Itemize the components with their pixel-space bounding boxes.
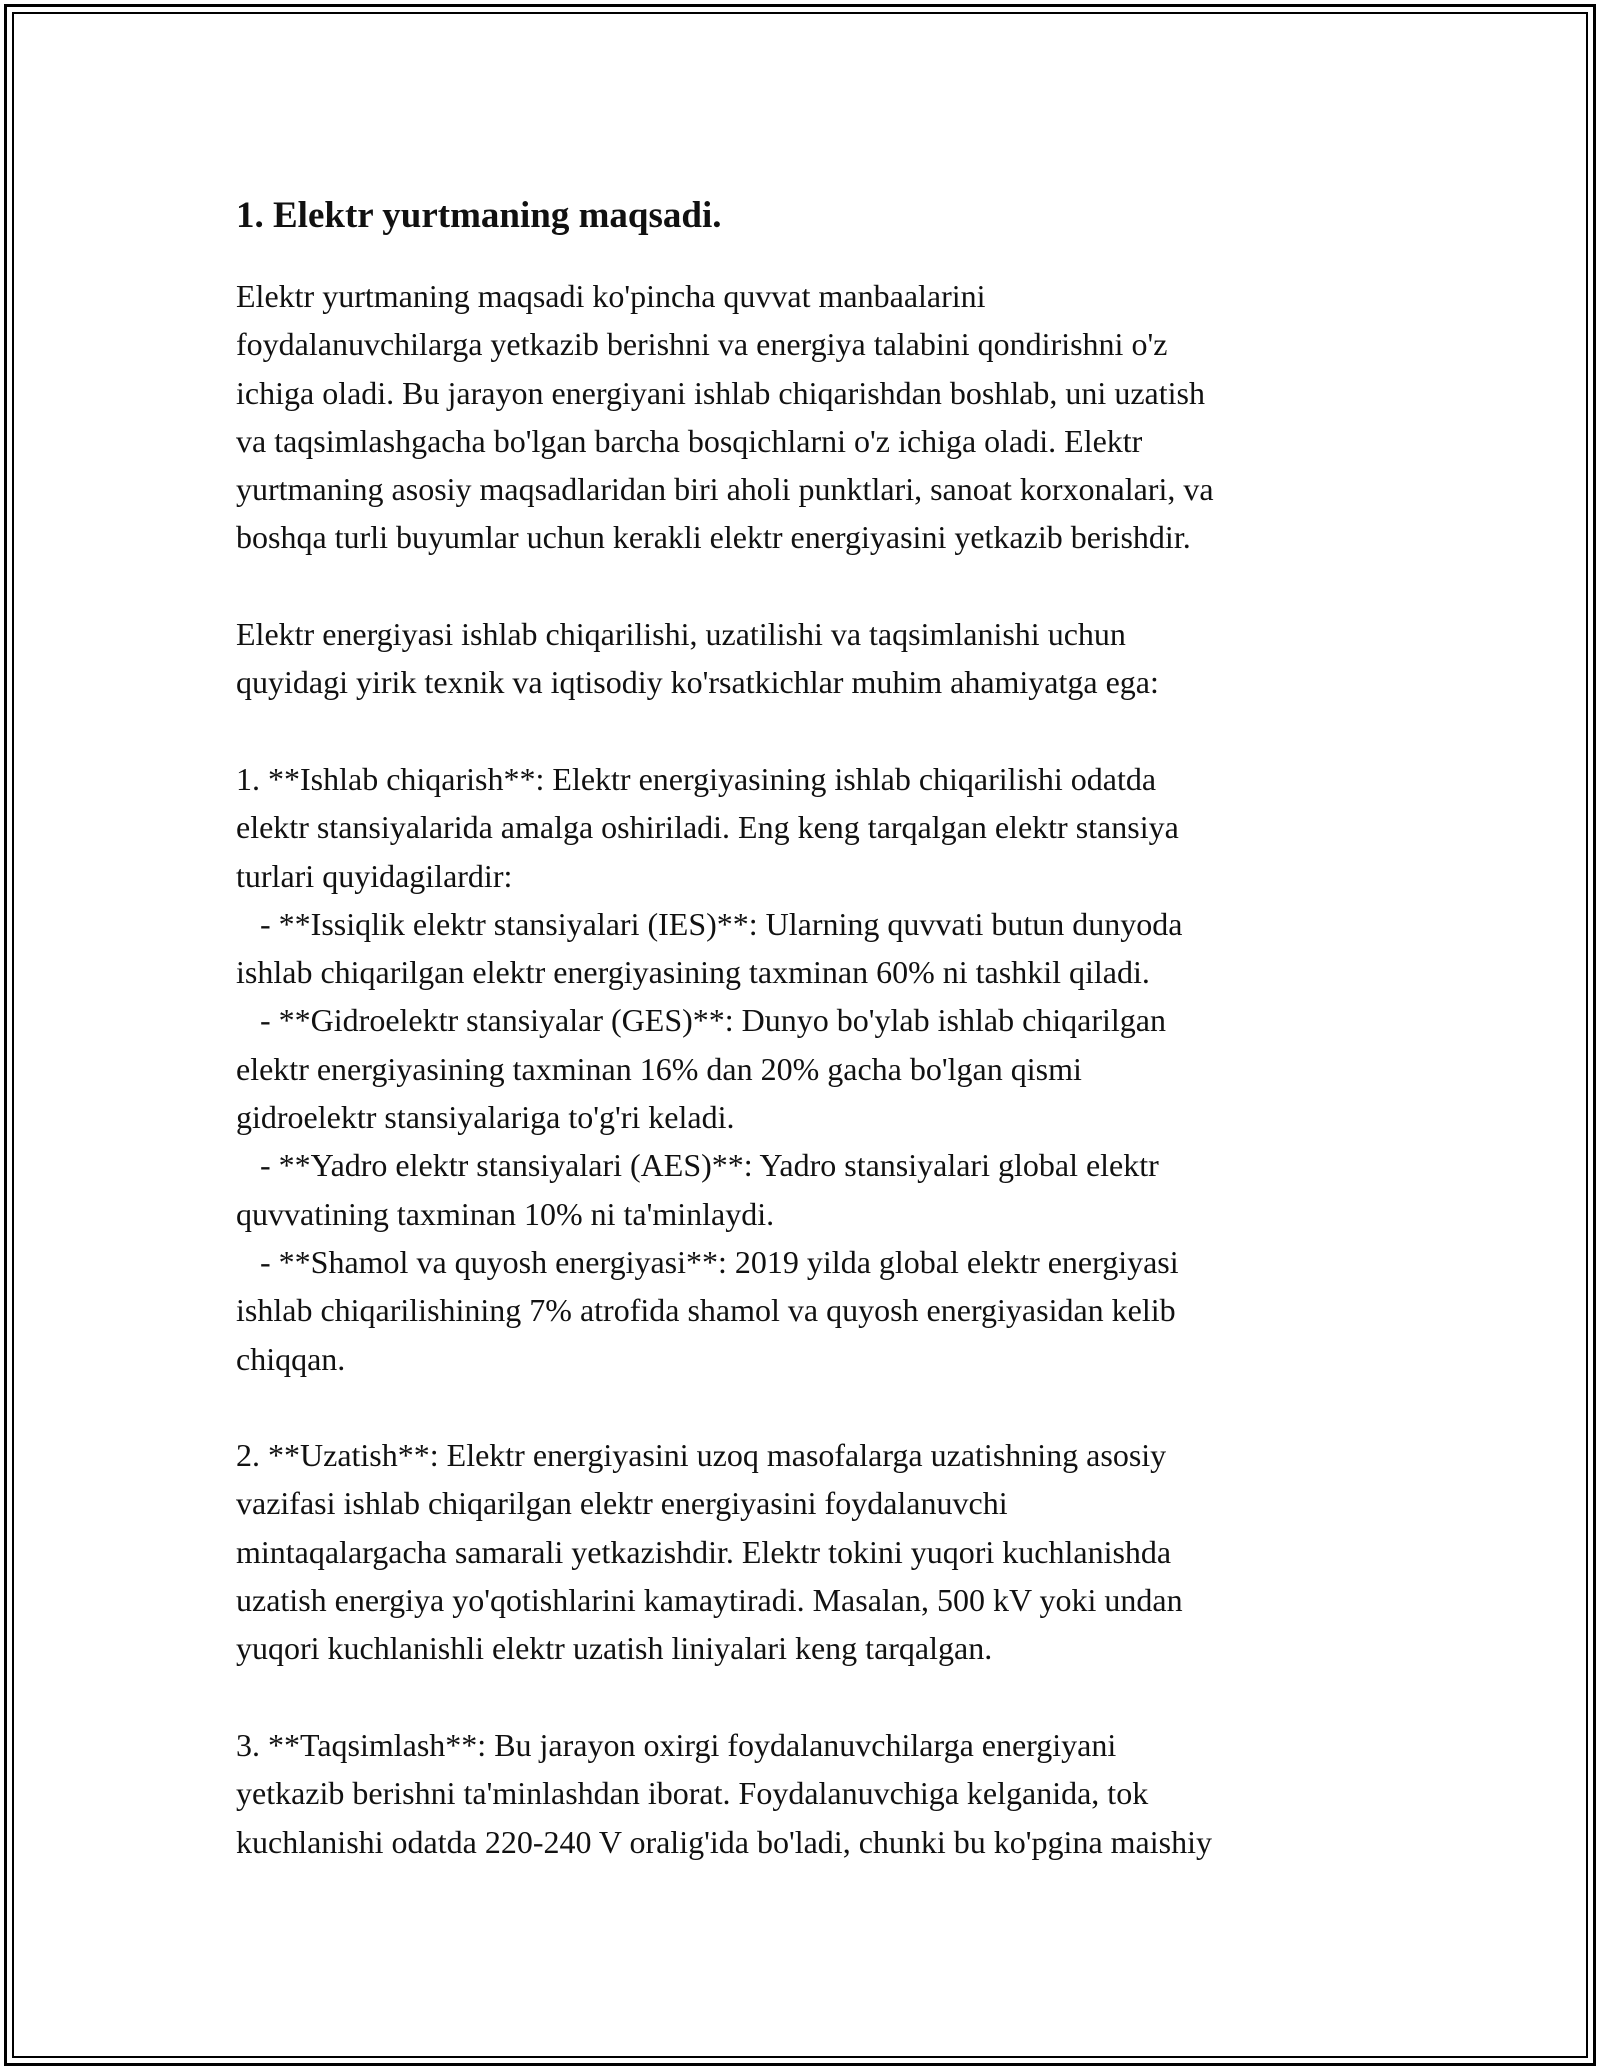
document-body: Elektr yurtmaning maqsadi ko'pincha quvvat manbaalarini foydalanuvchilarga yetkazib berishni va energiya talabini qondirishni o'z ichiga oladi. Bu jarayon energiyani ishlab chiqarishdan boshlab, uni uzatish va taqsimlashgacha bo'lgan barcha bosqichlarni o'z ichiga oladi. Elektr yurtmaning asosiy maqsadlaridan biri aholi punktlari, sanoat korxonalari, va boshqa turli buyumlar uchun kerakli elektr energiyasini yetkazib berishdir. Elektr energiyasi ishlab chiqarilishi, uzatilishi va taqsimlanishi uchun quyidagi yirik texnik va iqtisodiy ko'rsatkichlar muhim ahamiyatga ega: 1. **Ishlab chiqarish**: Elektr energiyasining ishlab chiqarilishi odatda elektr stansiyalarida amalga oshiriladi. Eng keng tarqalgan elektr stansiya turlari quyidagilardir: - **Issiqlik elektr stansiyalari (IES)**: Ularning quvvati butun dunyoda ishlab chiqarilgan elektr energiyasining taxminan 60% ni tashkil qiladi. - **Gidroelektr stansiyalar (GES)**: Dunyo bo'ylab ishlab chiqarilgan elektr energiyasining taxminan 16% dan 20% gacha bo'lgan qismi gidroelektr stansiyalariga to'g'ri keladi. - **Yadro elektr stansiyalari (AES)**: Yadro stansiyalari global elektr quvvatining taxminan 10% ni ta'minlaydi. - **Shamol va quyosh energiyasi**: 2019 yilda global elektr energiyasi ishlab chiqarilishining 7% atrofida shamol va quyosh energiyasidan kelib chiqqan. 2. **Uzatish**: Elektr energiyasini uzoq masofalarga uzatishning asosiy vazifasi ishlab chiqarilgan elektr energiyasini foydalanuvchi mintaqalargacha samarali yetkazishdir. Elektr tokini yuqori kuchlanishda uzatish energiya yo'qotishlarini kamaytiradi. Masalan, 500 kV yoki undan yuqori kuchlanishli elektr uzatish liniyalari keng tarqalgan. 3. **Taqsimlash**: Bu jarayon oxirgi foydalanuvchilarga energiyani yetkazib berishni ta'minlashdan iborat. Foydalanuvchiga kelganida, tok kuchlanishi odatda 220-240 V oralig'ida bo'ladi, chunki bu ko'pgina maishiy xyxy=(236,278,1214,1860)
document-title: 1. Elektr yurtmaning maqsadi. xyxy=(236,195,722,236)
document-content xyxy=(236,186,1376,1866)
